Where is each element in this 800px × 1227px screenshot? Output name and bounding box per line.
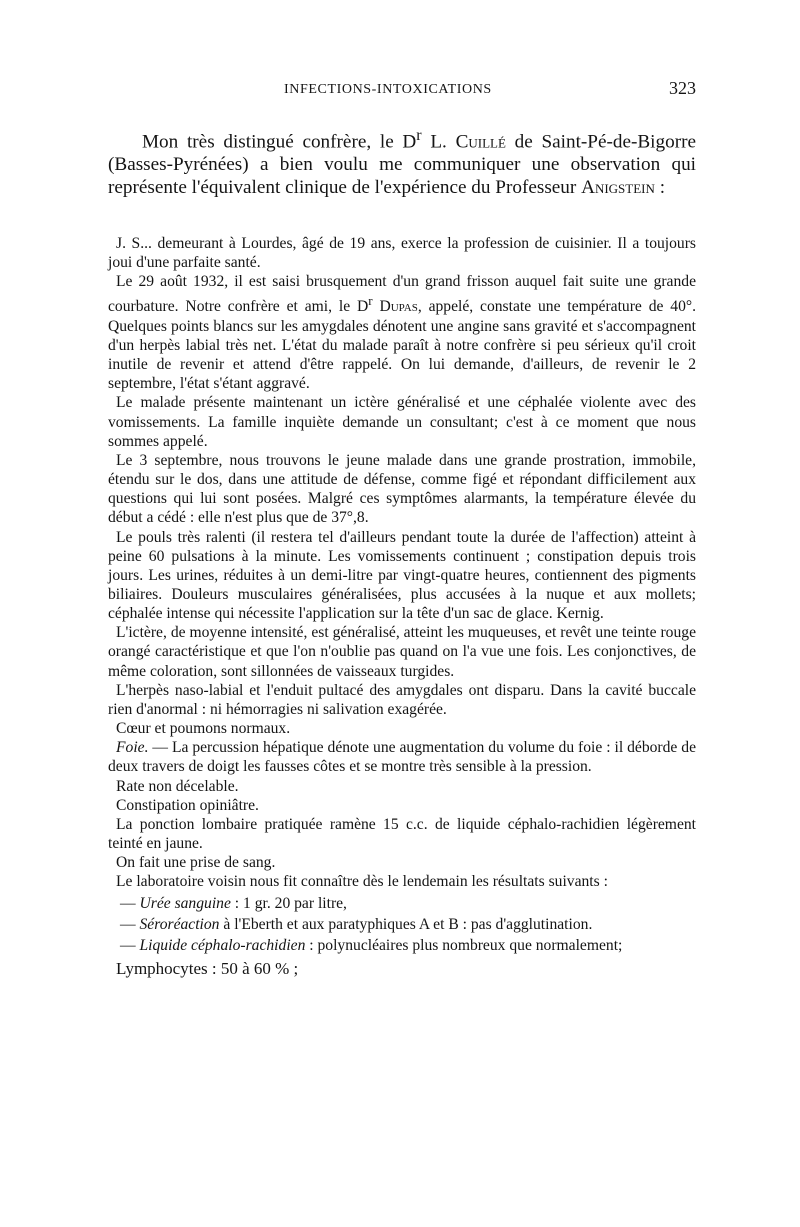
author-name: Cuillé: [455, 131, 506, 153]
case-paragraph-11: Constipation opiniâtre.: [116, 796, 259, 814]
result-sero-text: à l'Eberth et aux paratyphiques A et B : pas d'agglutination.: [219, 915, 593, 933]
case-p2-superscript: r: [368, 293, 373, 309]
case-paragraph-5: Le pouls très ralenti (il restera tel d'ailleurs pendant toute la durée de l'affection) atteint à peine 60 pulsations à la minute. Les vomissements continuent ; constipation depuis trois jours. Les urines, réduites à un demi-litre par vingt-quatre heures, contiennent des pigments biliaires. Douleurs musculaires généralisées, plus accusées à la nuque et aux mollets; céphalée intense qui nécessite l'application sur la tête d'un sac de glace. Kernig.: [108, 528, 696, 623]
result-csf-text: : polynucléaires plus nombreux que normalement;: [305, 936, 623, 954]
case-paragraph-2: [108, 272, 696, 393]
result-seroreaction: [108, 915, 696, 934]
running-head: [108, 78, 696, 102]
result-urea: [108, 894, 696, 913]
result-csf-dash: —: [120, 936, 140, 954]
dr-superscript: r: [416, 127, 422, 144]
case-paragraph-8: Cœur et poumons normaux.: [116, 720, 291, 738]
result-sero-dash: —: [120, 915, 140, 933]
result-csf-label: Liquide céphalo-rachidien: [139, 936, 306, 954]
liver-label: Foie.: [116, 739, 149, 757]
intro-text-1: Mon très distingué confrère, le D: [142, 131, 417, 153]
running-title: INFECTIONS-INTOXICATIONS: [284, 82, 492, 97]
case-paragraph-3: Le malade présente maintenant un ictère généralisé et une céphalée violente avec des vomissements. La famille inquiète demande un consultant; c'est à ce moment que nous sommes appelé.: [108, 394, 696, 450]
colleague-name: Dupas: [379, 298, 418, 316]
case-paragraph-6: L'ictère, de moyenne intensité, est généralisé, atteint les muqueuses, et revêt une teinte rouge orangé caractéristique et que l'on n'oublie pas quand on l'a vue une fois. Les conjonctives, de même coloration, sont sillonnées de vaisseaux turgides.: [108, 624, 696, 680]
case-paragraph-7: L'herpès naso-labial et l'enduit pultacé des amygdales ont disparu. Dans la cavité buccale rien d'anormal : ni hémorragies ni salivation exagérée.: [108, 681, 696, 718]
result-urea-dash: —: [120, 894, 140, 912]
result-lymphocytes: Lymphocytes : 50 à 60 % ;: [116, 958, 299, 978]
result-csf: [108, 936, 696, 955]
case-paragraph-14: Le laboratoire voisin nous fit connaître dès le lendemain les résultats suivants :: [116, 873, 608, 891]
case-p2-text-a: Le 29 août 1932, il est saisi brusquement d'un grand frisson auquel fait suite une grande courbature. Notre confrère et ami, le D: [108, 273, 696, 316]
result-urea-text: : 1 gr. 20 par litre,: [230, 894, 347, 912]
case-paragraph-9: [108, 738, 696, 776]
intro-paragraph: [108, 124, 696, 199]
intro-initial: L.: [421, 131, 456, 153]
case-paragraph-12: La ponction lombaire pratiquée ramène 15 c.c. de liquide céphalo-rachidien légèrement teinté en jaune.: [108, 815, 696, 853]
case-paragraph-4: Le 3 septembre, nous trouvons le jeune malade dans une grande prostration, immobile, étendu sur le dos, dans une attitude de défense, comme figé et répondant difficilement aux questions qui lui sont posées. Malgré ces symptômes alarmants, la température élevée du début a cédé : elle n'est plus que de 37°,8.: [108, 451, 696, 527]
result-urea-label: Urée sanguine: [139, 894, 231, 912]
case-paragraph-1: J. S... demeurant à Lourdes, âgé de 19 ans, exerce la profession de cuisinier. Il a toujours joui d'une parfaite santé.: [108, 235, 696, 272]
professor-name: Anigstein: [581, 177, 655, 199]
liver-text: — La percussion hépatique dénote une augmentation du volume du foie : il déborde de deux travers de doigt les fausses côtes et se montre très sensible à la pression.: [108, 739, 696, 776]
result-sero-label: Séroréaction: [139, 915, 220, 933]
case-report: [108, 234, 696, 981]
case-paragraph-13: On fait une prise de sang.: [116, 854, 276, 872]
case-paragraph-10: Rate non décelable.: [116, 777, 239, 795]
case-p2-text-b: , appelé, constate une température de 40°. Quelques points blancs sur les amygdales dénotent une angine sans gravité et s'accompagnent d'un herpès labial très net. L'état du malade paraît à notre confrère si peu sérieux qu'il croit inutile de revenir et attend d'être rappelé. On lui demande, d'ailleurs, de revenir le 2 septembre, l'état s'étant aggravé.: [108, 298, 697, 393]
intro-text-3: :: [654, 177, 666, 199]
page-number: 323: [669, 78, 696, 98]
intro-text-2: de Saint-Pé-de-Bigorre (Basses-Pyrénées) a bien voulu me communiquer une observation qui représente l'équivalent clinique de l'expérience du Professeur: [108, 131, 696, 199]
